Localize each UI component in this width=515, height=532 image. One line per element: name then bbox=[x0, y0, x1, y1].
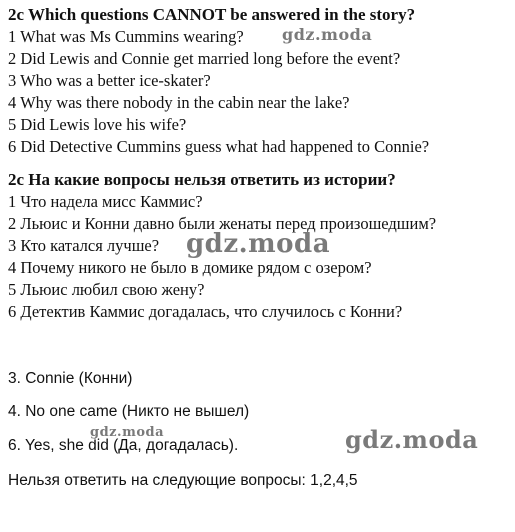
russian-question-3: 3 Кто катался лучше? bbox=[8, 236, 160, 255]
russian-question-4: 4 Почему никого не было в домике рядом с озером? bbox=[8, 258, 372, 277]
answer-6: 6. Yes, she did (Да, догадалась). bbox=[8, 437, 239, 454]
russian-question-2: 2 Льюис и Конни давно были женаты перед произошедшим? bbox=[8, 214, 437, 233]
russian-question-6: 6 Детектив Каммис догадалась, что случилось с Конни? bbox=[8, 302, 403, 321]
russian-heading: 2c На какие вопросы нельзя ответить из истории? bbox=[8, 170, 396, 189]
english-question-4: 4 Why was there nobody in the cabin near the lake? bbox=[8, 93, 350, 112]
russian-question-1: 1 Что надела мисс Каммис? bbox=[8, 192, 203, 211]
answers-summary: Нельзя ответить на следующие вопросы: 1,2,4,5 bbox=[8, 472, 358, 489]
english-question-3: 3 Who was a better ice-skater? bbox=[8, 71, 211, 90]
answer-3: 3. Connie (Конни) bbox=[8, 370, 133, 387]
russian-question-5: 5 Льюис любил свою жену? bbox=[8, 280, 205, 299]
watermark-bottom: gdz.moda bbox=[345, 425, 479, 454]
english-question-6: 6 Did Detective Cummins guess what had happened to Connie? bbox=[8, 137, 430, 156]
watermark-top: gdz.moda bbox=[282, 25, 373, 44]
english-question-1: 1 What was Ms Cummins wearing? bbox=[8, 27, 244, 46]
watermark-small: gdz.moda bbox=[90, 425, 165, 440]
watermark-middle: gdz.moda bbox=[186, 229, 331, 259]
english-heading: 2c Which questions CANNOT be answered in the story? bbox=[8, 5, 416, 24]
english-question-2: 2 Did Lewis and Connie get married long before the event? bbox=[8, 49, 401, 68]
answer-4: 4. No one came (Никто не вышел) bbox=[8, 403, 250, 420]
english-question-5: 5 Did Lewis love his wife? bbox=[8, 115, 187, 134]
